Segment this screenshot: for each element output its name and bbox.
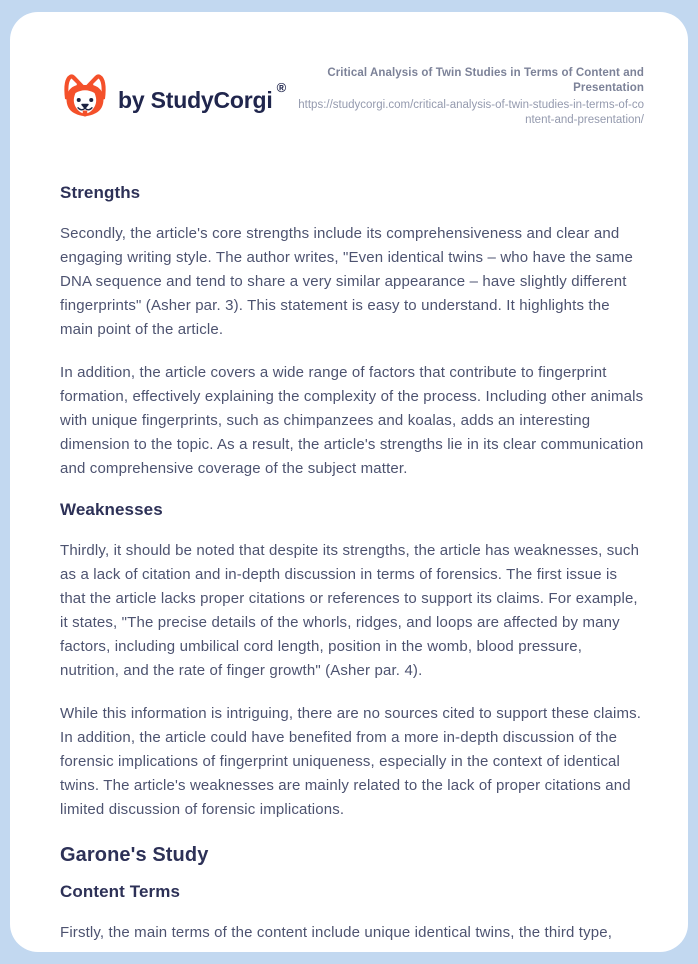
document-header bbox=[60, 64, 644, 128]
document-card bbox=[10, 12, 688, 952]
paragraph-strengths-2: In addition, the article covers a wide range of factors that contribute to fingerprint formation, effectively explaining the complexity of the process. Including other animals with unique fingerprints, such as chimpanzees and koalas, adds an interesting dimension to the topic. As a result, the article's strengths lie in its clear communication and comprehensive coverage of the subject matter. bbox=[60, 364, 644, 477]
paragraph-weaknesses-1: Thirdly, it should be noted that despite its strengths, the article has weaknesses, such as a lack of citation and in-depth discussion in terms of forensics. The first issue is that the article lacks proper citations or references to support its claims. For example, it states, "The precise details of the whorls, ridges, and loops are affected by many factors, including umbilical cord length, position in the womb, blood pressure, nutrition, and the rate of finger growth" (Asher par. 4). bbox=[60, 542, 640, 679]
registered-trademark: ® bbox=[276, 80, 287, 95]
corgi-logo-icon bbox=[60, 71, 110, 125]
heading-strengths: Strengths bbox=[60, 183, 141, 202]
brand-name: by StudyCorgi bbox=[118, 87, 273, 113]
document-url-link[interactable]: https://studycorgi.com/critical-analysis-of-twin-studies-in-terms-of-content-and-presentation/ bbox=[298, 99, 644, 126]
brand bbox=[60, 71, 286, 125]
heading-content-terms: Content Terms bbox=[60, 882, 180, 901]
document-meta bbox=[292, 66, 644, 128]
paragraph-content-terms-1: Firstly, the main terms of the content include unique identical twins, the third type, bbox=[60, 924, 613, 941]
document-title: Critical Analysis of Twin Studies in Terms of Content and Presentation bbox=[327, 67, 644, 94]
heading-weaknesses: Weaknesses bbox=[60, 500, 163, 519]
paragraph-strengths-1: Secondly, the article's core strengths include its comprehensiveness and clear and engaging writing style. The author writes, "Even identical twins – who have the same DNA sequence and tend to share a very similar appearance – have slightly different fingerprints" (Asher par. 3). This statement is easy to understand. It highlights the main point of the article. bbox=[60, 225, 633, 338]
paragraph-weaknesses-2: While this information is intriguing, there are no sources cited to support these claims. In addition, the article could have benefited from a more in-depth discussion of the forensic implications of fingerprint uniqueness, especially in the context of identical twins. The article's weaknesses are mainly related to the lack of proper citations and limited discussion of forensic implications. bbox=[60, 705, 642, 818]
heading-garones-study: Garone's Study bbox=[60, 844, 209, 866]
document-body bbox=[60, 183, 644, 945]
